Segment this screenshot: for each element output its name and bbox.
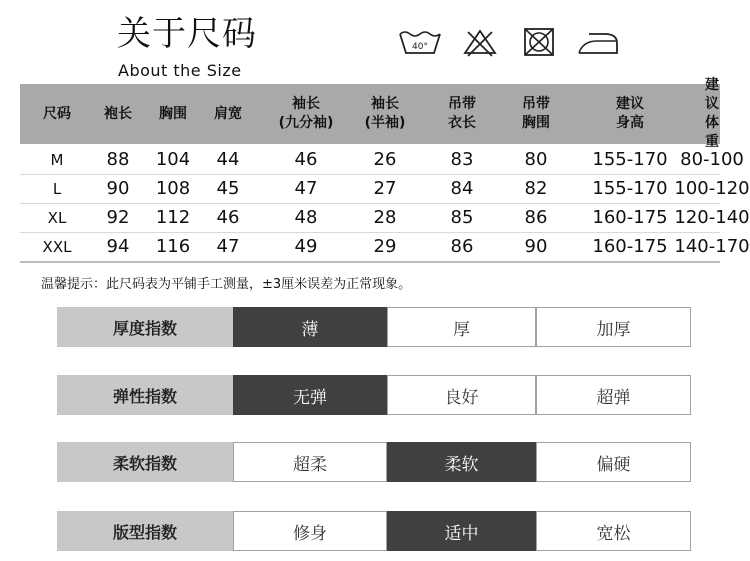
size-cell: XL (47, 208, 67, 227)
table-cell: 45 (216, 178, 240, 199)
column-header: 吊带 胸围 (522, 96, 550, 131)
table-cell: 47 (294, 178, 318, 199)
size-cell: XXL (42, 237, 72, 256)
table-cell: 94 (106, 236, 130, 257)
table-cell: 108 (155, 178, 191, 199)
column-header: 袍长 (104, 105, 132, 122)
table-cell: 48 (294, 207, 318, 228)
table-cell: 140-170 (674, 236, 750, 257)
column-header: 袖长 (半袖) (364, 96, 406, 131)
table-row (20, 232, 750, 263)
table-cell: 49 (294, 236, 318, 257)
index-row (57, 375, 691, 415)
table-cell: 116 (155, 236, 191, 257)
column-header: 建议 体重 (705, 77, 719, 150)
table-cell: 46 (216, 207, 240, 228)
table-cell: 47 (216, 236, 240, 257)
column-header: 吊带 衣长 (448, 96, 476, 131)
table-cell: 92 (106, 207, 130, 228)
table-cell: 86 (450, 236, 474, 257)
index-option-selected: 无弹 (233, 375, 387, 415)
table-cell: 46 (294, 149, 318, 170)
table-cell: 86 (524, 207, 548, 228)
table-cell: 100-120 (674, 178, 750, 199)
index-label: 版型指数 (57, 511, 233, 551)
column-header: 建议 身高 (616, 96, 644, 131)
page-title: 关于尺码 (117, 14, 257, 54)
no-tumble-dry-icon (522, 26, 556, 58)
column-header: 胸围 (159, 105, 187, 122)
column-header: 袖长 (九分袖) (278, 96, 334, 131)
iron-icon (575, 26, 621, 58)
table-cell: 82 (524, 178, 548, 199)
table-cell: 29 (373, 236, 397, 257)
table-cell: 160-175 (592, 207, 668, 228)
index-option-selected: 柔软 (387, 442, 536, 482)
table-cell: 28 (373, 207, 397, 228)
table-cell: 90 (524, 236, 548, 257)
column-header: 肩宽 (214, 105, 242, 122)
size-cell: M (50, 150, 64, 169)
table-cell: 83 (450, 149, 474, 170)
table-cell: 88 (106, 149, 130, 170)
index-label: 弹性指数 (57, 375, 233, 415)
index-row (57, 307, 691, 347)
column-header: 尺码 (43, 105, 71, 122)
index-option-selected: 薄 (233, 307, 387, 347)
table-cell: 85 (450, 207, 474, 228)
table-cell: 80 (524, 149, 548, 170)
table-row (20, 203, 750, 233)
table-cell: 120-140 (674, 207, 750, 228)
index-label: 柔软指数 (57, 442, 233, 482)
no-bleach-icon (462, 26, 498, 58)
table-cell: 155-170 (592, 149, 668, 170)
table-cell: 26 (373, 149, 397, 170)
index-option: 超柔 (233, 442, 387, 482)
table-cell: 80-100 (680, 149, 744, 170)
wash-40-icon (398, 26, 442, 58)
size-table-header (20, 77, 720, 150)
index-row (57, 511, 691, 551)
index-option: 厚 (387, 307, 536, 347)
size-cell: L (52, 179, 62, 198)
measurement-note: 温馨提示：此尺码表为平铺手工测量，±3厘米误差为正常现象。 (41, 277, 412, 292)
table-cell: 84 (450, 178, 474, 199)
page-subtitle: About the Size (118, 61, 242, 80)
table-cell: 155-170 (592, 178, 668, 199)
wash-temp-label: 40° (412, 42, 428, 52)
index-option: 宽松 (536, 511, 691, 551)
index-label: 厚度指数 (57, 307, 233, 347)
table-row (20, 174, 750, 204)
table-cell: 27 (373, 178, 397, 199)
table-cell: 112 (155, 207, 191, 228)
index-option: 超弹 (536, 375, 691, 415)
index-row (57, 442, 691, 482)
table-cell: 160-175 (592, 236, 668, 257)
table-cell: 104 (155, 149, 191, 170)
index-option-selected: 适中 (387, 511, 536, 551)
table-cell: 44 (216, 149, 240, 170)
index-option: 偏硬 (536, 442, 691, 482)
index-option: 加厚 (536, 307, 691, 347)
index-option: 修身 (233, 511, 387, 551)
index-option: 良好 (387, 375, 536, 415)
table-row (20, 145, 744, 175)
table-cell: 90 (106, 178, 130, 199)
